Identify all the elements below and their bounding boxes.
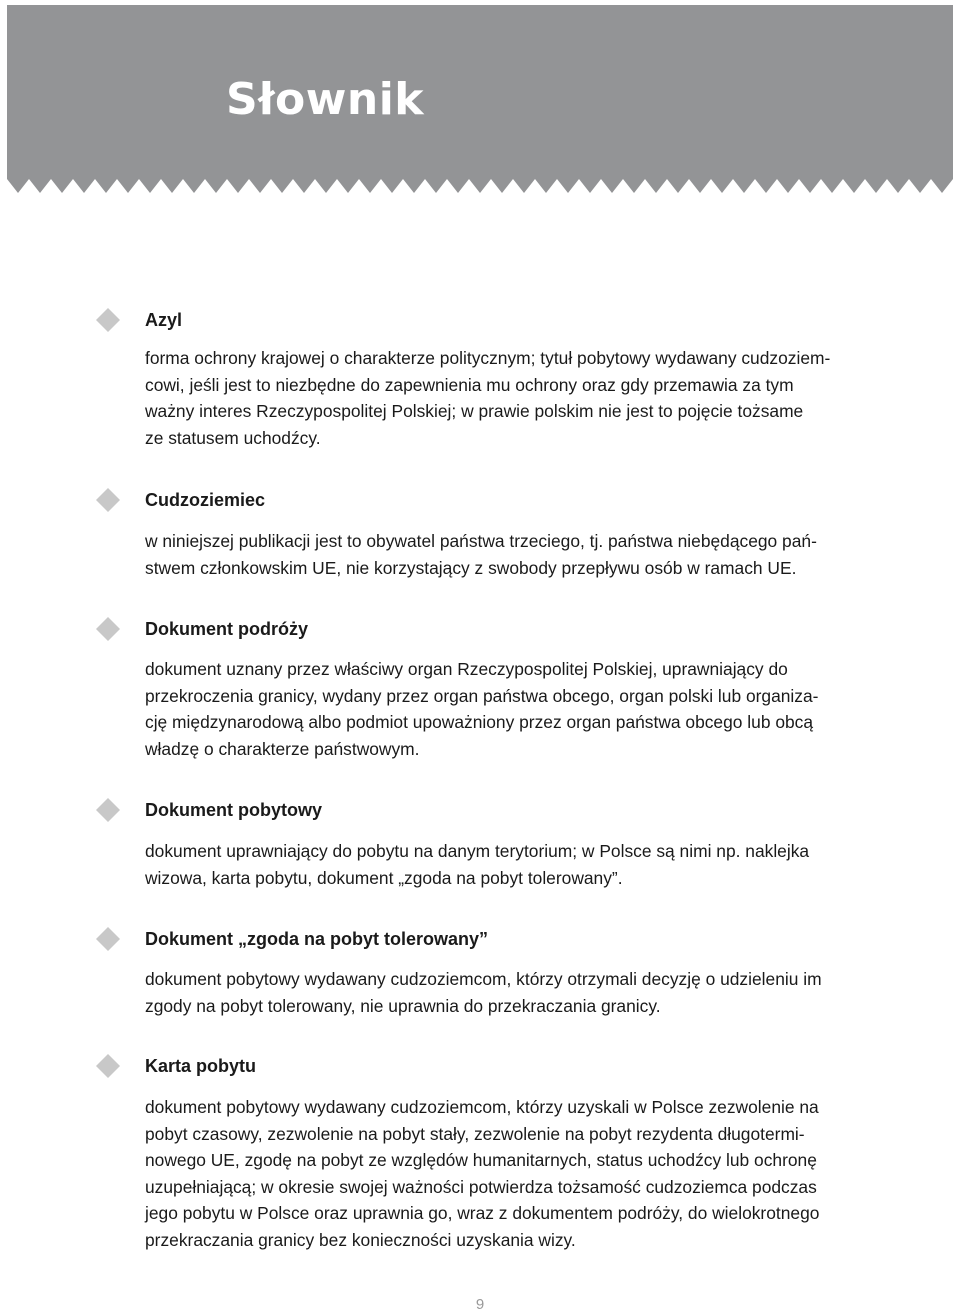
glossary-definition	[145, 345, 890, 451]
glossary-definition	[145, 656, 890, 762]
definition-line: władzę o charakterze państwowym.	[145, 738, 420, 759]
definition-line: ważny interes Rzeczypospolitej Polskiej; w prawie polskim nie jest to pojęcie tożsame	[145, 401, 804, 421]
definition-line: cję międzynarodową albo podmiot upoważniony przez organ państwa obcego lub obcą	[145, 712, 814, 732]
diamond-bullet-icon	[96, 1054, 120, 1078]
definition-line: nowego UE, zgodę na pobyt ze względów humanitarnych, status uchodźcy lub ochronę	[145, 1150, 817, 1170]
glossary-term: Karta pobytu	[145, 1056, 257, 1076]
glossary-term: Cudzoziemiec	[145, 490, 266, 510]
diamond-bullet-icon	[96, 927, 120, 951]
page-title: Słownik	[226, 74, 425, 125]
header-band-shape	[7, 5, 953, 193]
header-band	[7, 5, 953, 193]
definition-line: jego pobytu w Polsce oraz uprawnia go, wraz z dokumentem podróży, do wielokrotnego	[145, 1203, 820, 1223]
diamond-bullet-icon	[96, 308, 120, 332]
definition-line: uzupełniającą; w okresie swojej ważności potwierdza tożsamość cudzoziemca podczas	[145, 1176, 817, 1197]
definition-line: przekraczania granicy bez konieczności uzyskania wizy.	[145, 1229, 576, 1250]
glossary-term: Dokument podróży	[145, 619, 309, 639]
diamond-bullet-icon	[96, 617, 120, 641]
definition-line: dokument pobytowy wydawany cudzoziemcom, którzy uzyskali w Polsce zezwolenie na	[145, 1097, 819, 1117]
page-number: 9	[475, 1296, 485, 1313]
definition-line: dokument uprawniający do pobytu na danym terytorium; w Polsce są nimi np. naklejka	[145, 841, 810, 861]
glossary-definition	[145, 1094, 890, 1253]
definition-line: forma ochrony krajowej o charakterze politycznym; tytuł pobytowy wydawany cudzoziem-	[145, 348, 831, 368]
definition-line: ze statusem uchodźcy.	[145, 427, 321, 448]
definition-line: dokument pobytowy wydawany cudzoziemcom, którzy otrzymali decyzję o udzieleniu im	[145, 969, 822, 989]
diamond-bullet-icon	[96, 488, 120, 512]
definition-line: przekroczenia granicy, wydany przez organ państwa obcego, organ polski lub organiza-	[145, 685, 819, 706]
definition-line: zgody na pobyt tolerowany, nie uprawnia do przekraczania granicy.	[145, 995, 661, 1016]
definition-line: cowi, jeśli jest to niezbędne do zapewnienia mu ochrony oraz gdy przemawia za tym	[145, 374, 794, 395]
definition-line: wizowa, karta pobytu, dokument „zgoda na pobyt tolerowany”.	[145, 867, 623, 888]
glossary-definition	[145, 966, 890, 1019]
definition-line: stwem członkowskim UE, nie korzystający z swobody przepływu osób w ramach UE.	[145, 557, 797, 578]
glossary-term: Dokument „zgoda na pobyt tolerowany”	[145, 929, 489, 949]
glossary-term: Azyl	[145, 310, 183, 330]
definition-line: dokument uznany przez właściwy organ Rzeczypospolitej Polskiej, uprawniający do	[145, 659, 788, 679]
diamond-bullet-icon	[96, 798, 120, 822]
glossary-definition	[145, 528, 890, 581]
definition-line: w niniejszej publikacji jest to obywatel państwa trzeciego, tj. państwa niebędącego pań-	[145, 531, 817, 551]
glossary-term: Dokument pobytowy	[145, 800, 323, 820]
definition-line: pobyt czasowy, zezwolenie na pobyt stały, zezwolenie na pobyt rezydenta długotermi-	[145, 1123, 805, 1144]
glossary-definition	[145, 838, 890, 891]
